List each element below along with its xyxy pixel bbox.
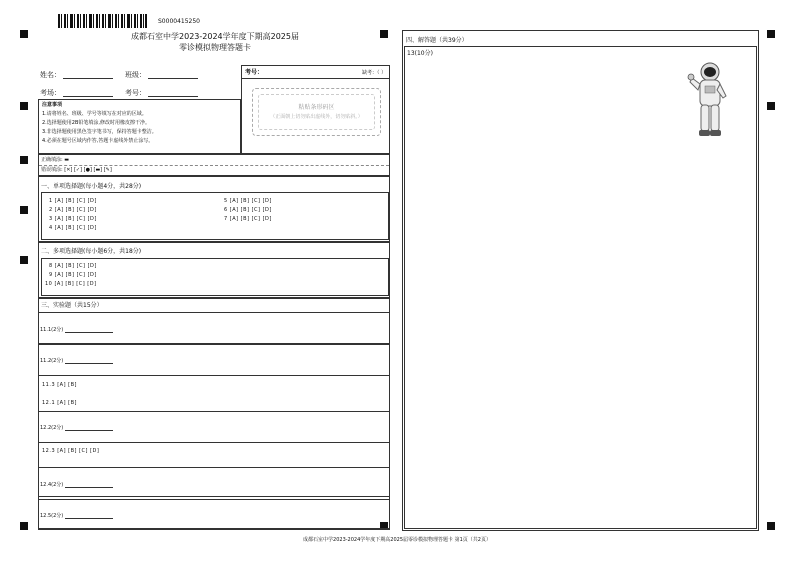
- choice-row[interactable]: 1 [A] [B] [C] [D]: [49, 198, 97, 204]
- registration-mark: [380, 30, 388, 38]
- choice-row[interactable]: 9 [A] [B] [C] [D]: [49, 272, 97, 278]
- sticker-title: 粘贴条形码区: [298, 104, 335, 111]
- registration-mark: [20, 522, 28, 530]
- class-field[interactable]: [125, 71, 198, 79]
- choice-row[interactable]: 4 [A] [B] [C] [D]: [49, 225, 97, 231]
- section3-title: 三、实验题（共15分）: [41, 302, 103, 309]
- choice-row[interactable]: 5 [A] [B] [C] [D]: [224, 198, 272, 204]
- registration-mark: [20, 30, 28, 38]
- class-label: 班级：: [125, 71, 146, 79]
- section4-title: 四、解答题（共39分）: [406, 37, 468, 44]
- sheet-title: [100, 31, 330, 53]
- note-item: 1.请将姓名、班级、学号等填写在对应的区域。: [42, 111, 147, 117]
- choice-row[interactable]: 10 [A] [B] [C] [D]: [45, 281, 97, 287]
- exam-no-field[interactable]: [125, 89, 198, 97]
- question-12-3[interactable]: 12.3 [A] [B] [C] [D]: [42, 448, 100, 454]
- registration-mark: [20, 102, 28, 110]
- registration-mark: [20, 256, 28, 264]
- name-label: 姓名：: [40, 71, 61, 79]
- registration-mark: [20, 206, 28, 214]
- question-11-2: 11.2(2分): [40, 358, 113, 364]
- title-line-2: 零诊模拟物理答题卡: [179, 43, 251, 52]
- exam-room-field[interactable]: [40, 89, 113, 97]
- sticker-hint: （正面朝上切勿贴出虚线外，切勿贴斜。）: [270, 114, 363, 120]
- question-12-5: 12.5(2分): [40, 513, 113, 519]
- registration-mark: [20, 156, 28, 164]
- registration-mark: [767, 522, 775, 530]
- notes-title: 注意事项: [42, 102, 63, 108]
- exam-no-label: 考号：: [125, 89, 146, 97]
- choice-row[interactable]: 7 [A] [B] [C] [D]: [224, 216, 272, 222]
- page-footer: 成都石室中学2023-2024学年度下期高2025届零诊模拟物理答题卡 第1页（共2页）: [303, 537, 491, 543]
- serial-number: S0000415250: [158, 18, 200, 25]
- absent-field[interactable]: 缺考：（ ）: [362, 70, 387, 76]
- wrong-fill-example: [41, 167, 112, 173]
- barcode-sticker-panel: [241, 65, 390, 154]
- registration-mark: [767, 102, 775, 110]
- question-12-2: 12.2(2分): [40, 425, 113, 431]
- exam-no-panel-label: 考号：: [245, 69, 264, 76]
- question-12-4: 12.4(2分): [40, 482, 113, 488]
- choice-row[interactable]: 2 [A] [B] [C] [D]: [49, 207, 97, 213]
- choice-row[interactable]: 3 [A] [B] [C] [D]: [49, 216, 97, 222]
- question-13: 13(10分): [407, 50, 433, 57]
- question-11-1: 11.1(2分): [40, 327, 113, 333]
- barcode: [58, 14, 148, 28]
- registration-mark: [767, 30, 775, 38]
- question-11-3[interactable]: 11.3 [A] [B]: [42, 382, 77, 388]
- notes-box: [38, 99, 241, 154]
- section2-title: 二、多项选择题(每小题6分，共18分): [41, 248, 142, 255]
- exam-room-label: 考场：: [40, 89, 61, 97]
- wrong-fill-label: 错误填涂:: [41, 167, 63, 173]
- name-field[interactable]: [40, 71, 113, 79]
- choice-row[interactable]: 8 [A] [B] [C] [D]: [49, 263, 97, 269]
- correct-fill-mark: ▬: [64, 157, 70, 163]
- title-line-1: 成都石室中学2023-2024学年度下期高2025届: [131, 32, 299, 41]
- section1-title: 一、单项选择题(每小题4分，共28分): [41, 183, 142, 190]
- note-item: 2.选择题使用2B铅笔填涂,修改时用橡皮擦干净。: [42, 120, 150, 126]
- astronaut-icon: [684, 62, 730, 142]
- note-item: 3.非选择题使用黑色签字笔书写，保持答题卡整洁。: [42, 129, 157, 135]
- sticker-area[interactable]: [252, 88, 381, 136]
- correct-fill-label: 正确填涂:: [41, 157, 63, 163]
- wrong-fill-marks: [✕] [✓] [●] [▬] [✎]: [64, 167, 112, 173]
- correct-fill-example: [41, 157, 69, 163]
- note-item: 4.必须在题号区域内作答,答题卡虚线外禁止涂写。: [42, 138, 154, 144]
- fill-example-box: [38, 154, 390, 176]
- choice-row[interactable]: 6 [A] [B] [C] [D]: [224, 207, 272, 213]
- question-12-1[interactable]: 12.1 [A] [B]: [42, 400, 77, 406]
